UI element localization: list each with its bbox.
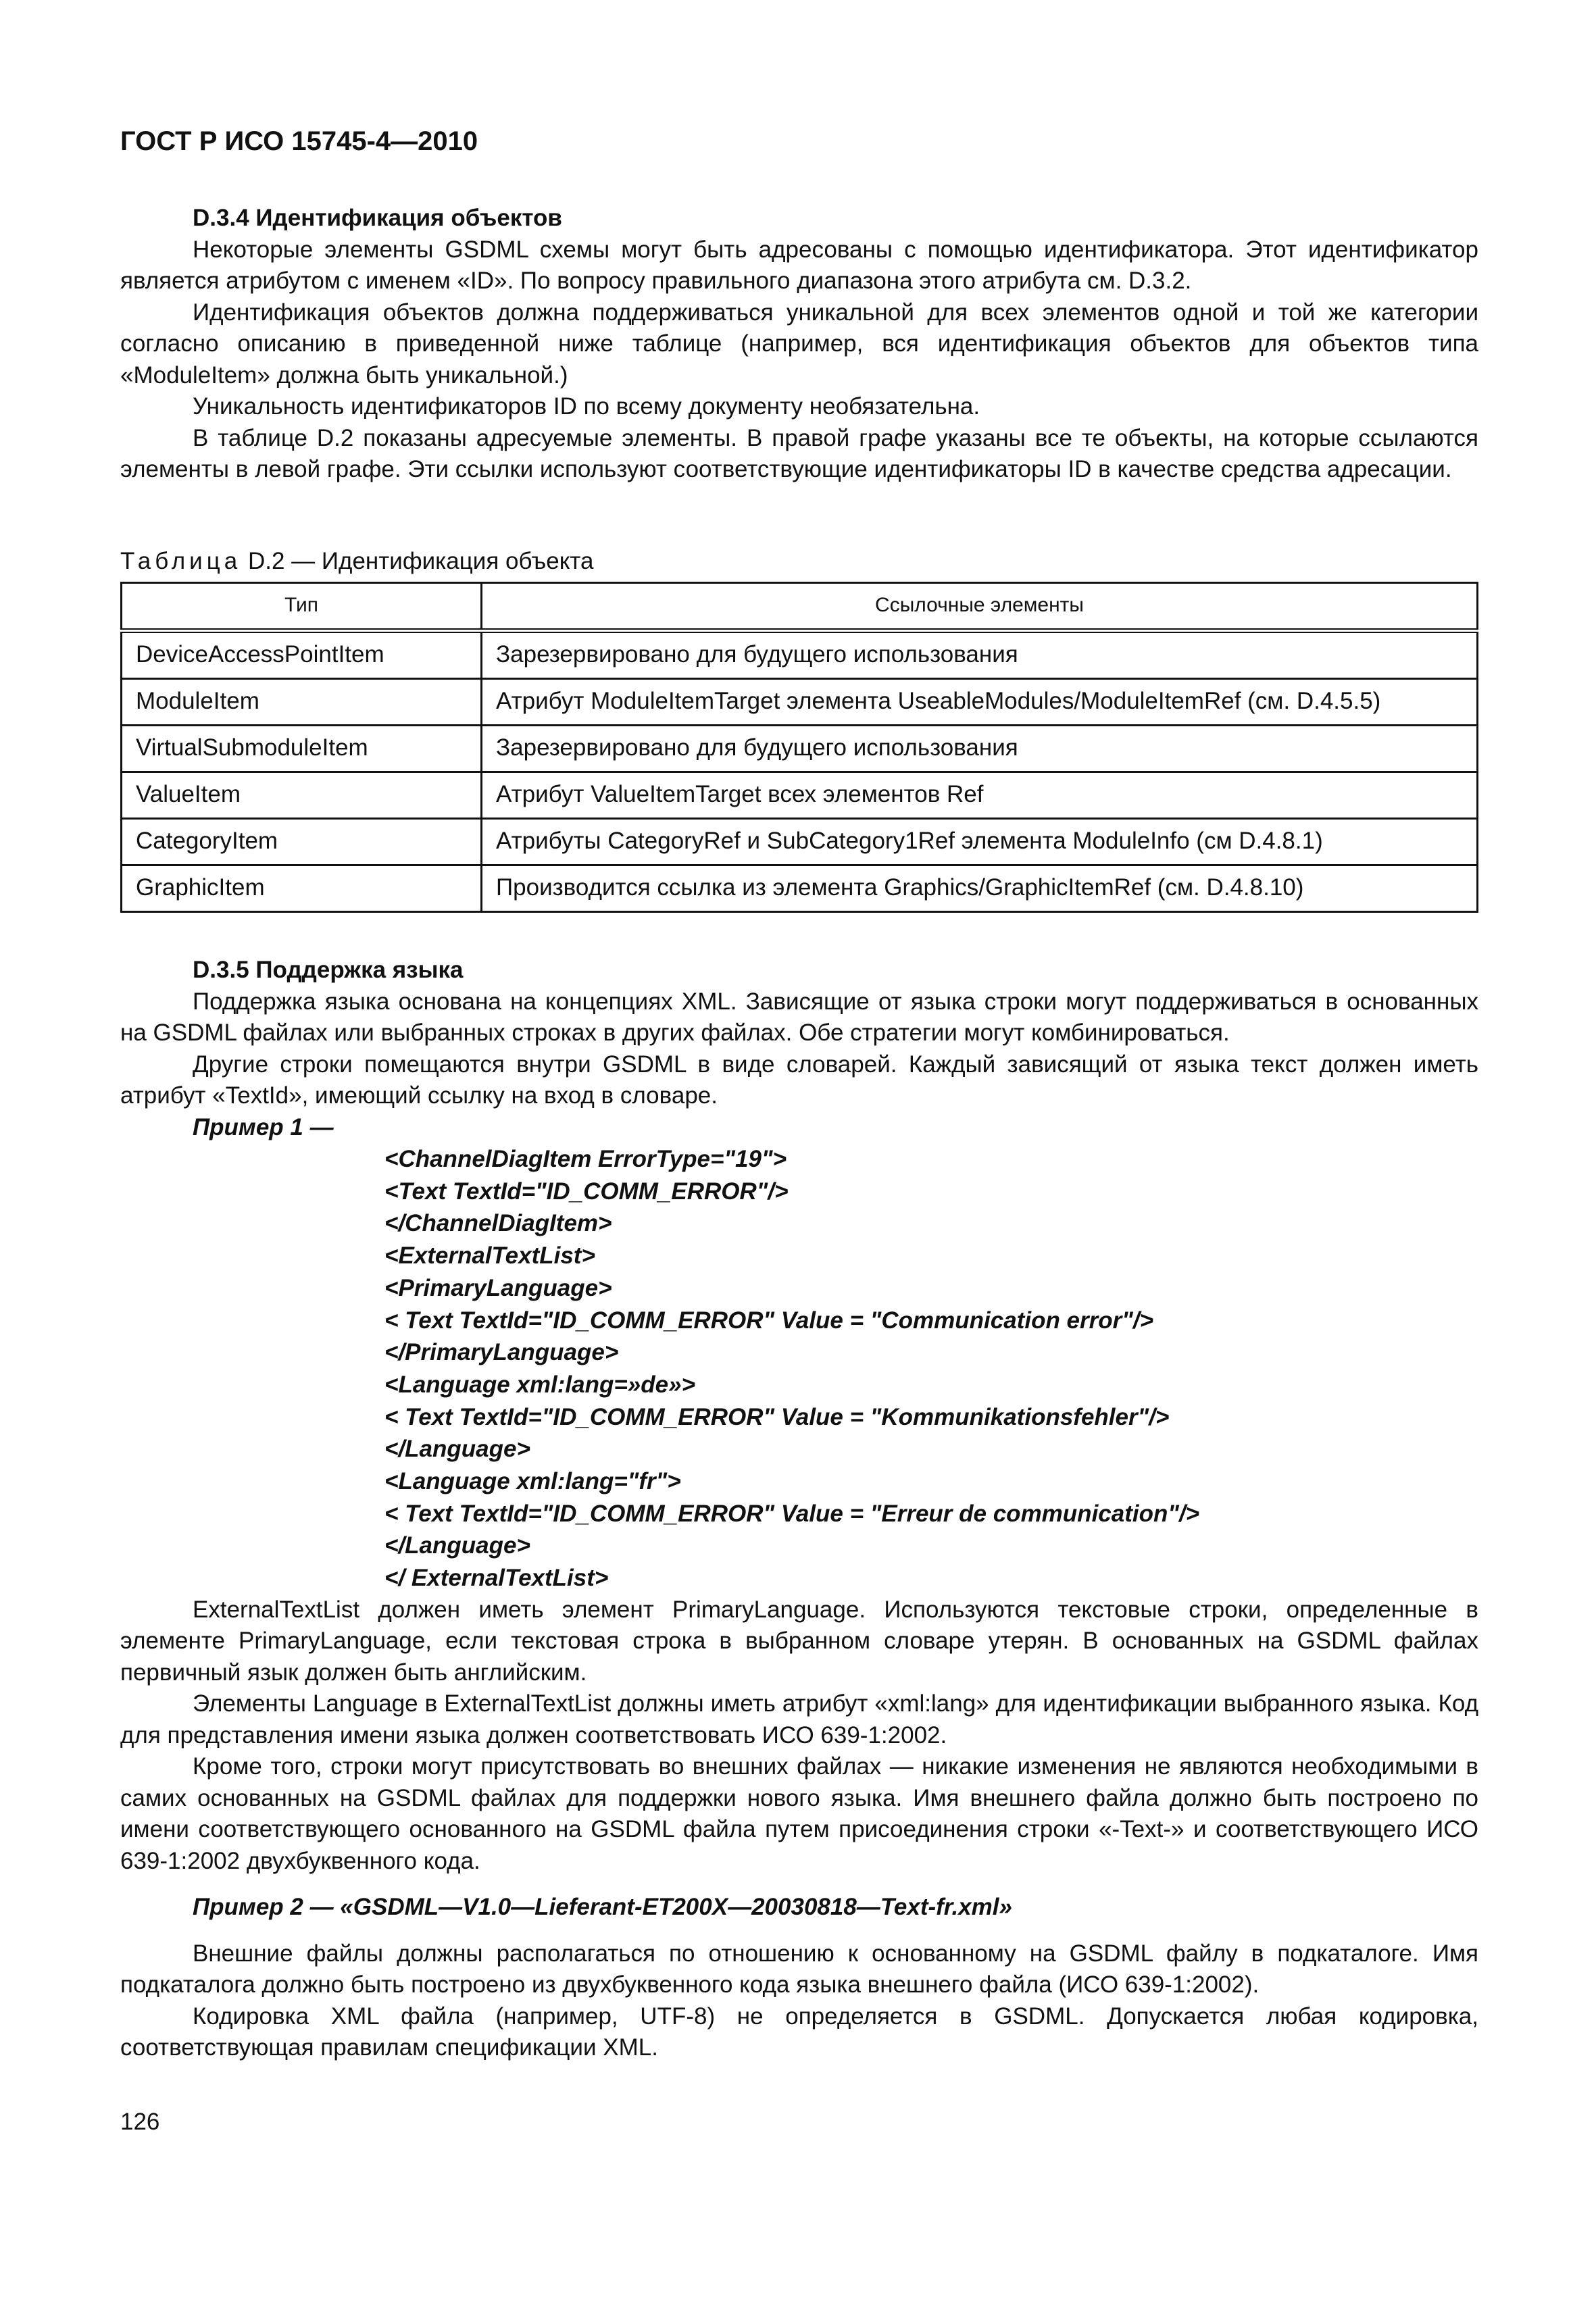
code-line: <ChannelDiagItem ErrorType="19"> (384, 1146, 787, 1172)
type-cell: ValueItem (122, 772, 482, 818)
paragraph: ExternalTextList должен иметь элемент PrimaryLanguage. Используются текстовые строки, определенные в элементе PrimaryLanguage, если текстовая строка в выбранном словаре утерян. В основанных на GSDML файлах первичный язык должен быть английским. (120, 1596, 1478, 1686)
column-header: Ссылочные элементы (482, 582, 1478, 630)
referenced-elements-cell: Зарезервировано для будущего использования (482, 725, 1478, 772)
paragraph: Идентификация объектов должна поддерживаться уникальной для всех элементов одной и той же категории согласно описанию в приведенной ниже таблице (например, вся идентификация объектов для объектов типа «ModuleItem» должна быть уникальной.) (120, 299, 1478, 388)
table-header-row (122, 582, 1478, 630)
object-id-table (120, 582, 1478, 913)
section-title: D.3.4 Идентификация объектов (193, 205, 562, 231)
table-row (122, 818, 1478, 865)
document-header: ГОСТ Р ИСО 15745-4—2010 (120, 126, 478, 156)
table-row (122, 678, 1478, 725)
paragraph: Кроме того, строки могут присутствовать во внешних файлах — никакие изменения не являются необходимыми в самих основанных на GSDML файлах для поддержки нового языка. Имя внешнего файла должно быть построено по имени соответствующего основанного на GSDML файла путем присоединения строки «-Text-» и соответствующего ИСО 639-1:2002 двухбуквенного кода. (120, 1753, 1478, 1874)
paragraph: В таблице D.2 показаны адресуемые элементы. В правой графе указаны все те объекты, на которые ссылаются элементы в левой графе. Эти ссылки используют соответствующие идентификаторы ID в качестве средства адресации. (120, 424, 1478, 482)
table-row (122, 865, 1478, 911)
page-number: 126 (120, 2109, 160, 2135)
code-line: </ ExternalTextList> (384, 1565, 609, 1592)
type-cell: CategoryItem (122, 818, 482, 865)
example-2: Пример 2 — «GSDML—V1.0—Lieferant-ET200X—20030818—Text-fr.xml» (193, 1894, 1012, 1921)
code-line: < Text TextId="ID_COMM_ERROR" Value = "Communication error"/> (384, 1307, 1154, 1334)
type-cell: GraphicItem (122, 865, 482, 911)
referenced-elements-cell: Атрибут ValueItemTarget всех элементов Ref (482, 772, 1478, 818)
code-line: <Text TextId="ID_COMM_ERROR"/> (384, 1178, 789, 1205)
type-cell: DeviceAccessPointItem (122, 630, 482, 678)
table-row (122, 725, 1478, 772)
referenced-elements-cell: Атрибут ModuleItemTarget элемента UseableModules/ModuleItemRef (см. D.4.5.5) (482, 678, 1478, 725)
code-line: <PrimaryLanguage> (384, 1274, 612, 1301)
code-line: <Language xml:lang="fr"> (384, 1468, 681, 1495)
referenced-elements-cell: Атрибуты CategoryRef и SubCategory1Ref элемента ModuleInfo (см D.4.8.1) (482, 818, 1478, 865)
code-line: <Language xml:lang=»de»> (384, 1371, 696, 1398)
code-line: </ChannelDiagItem> (384, 1210, 612, 1237)
code-example (120, 1143, 1478, 1594)
paragraph: Кодировка XML файла (например, UTF-8) не определяется в GSDML. Допускается любая кодировка, соответствующая правилам спецификации XML. (120, 2003, 1478, 2061)
paragraph: Поддержка языка основана на концепциях XML. Зависящие от языка строки могут поддерживаться в основанных на GSDML файлах или выбранных строках в других файлах. Обе стратегии могут комбинироваться. (120, 988, 1478, 1046)
table-row (122, 772, 1478, 818)
code-line: < Text TextId="ID_COMM_ERROR" Value = "Erreur de communication"/> (384, 1500, 1200, 1527)
table-row (122, 630, 1478, 678)
type-cell: ModuleItem (122, 678, 482, 725)
paragraph: Элементы Language в ExternalTextList должны иметь атрибут «xml:lang» для идентификации выбранного языка. Код для представления имени языка должен соответствовать ИСО 639-1:2002. (120, 1690, 1478, 1749)
section-d-3-4 (120, 203, 1478, 486)
example-label: Пример 1 — (193, 1113, 334, 1140)
paragraph: Уникальность идентификаторов ID по всему документу необязательна. (193, 393, 980, 420)
paragraph: Другие строки помещаются внутри GSDML в виде словарей. Каждый зависящий от языка текст должен иметь атрибут «TextId», имеющий ссылку на вход в словаре. (120, 1051, 1478, 1109)
type-cell: VirtualSubmoduleItem (122, 725, 482, 772)
table-d-2 (120, 546, 1478, 913)
code-line: </Language> (384, 1436, 530, 1463)
code-line: </Language> (384, 1532, 530, 1559)
paragraph: Некоторые элементы GSDML схемы могут быть адресованы с помощью идентификатора. Этот идентификатор является атрибутом с именем «ID». По вопросу правильного диапазона этого атрибута см. D.3.2. (120, 236, 1478, 294)
table-caption: Таблица D.2 — Идентификация объекта (120, 548, 594, 574)
section-title: D.3.5 Поддержка языка (193, 957, 464, 983)
referenced-elements-cell: Производится ссылка из элемента Graphics/GraphicItemRef (см. D.4.8.10) (482, 865, 1478, 911)
paragraph: Внешние файлы должны располагаться по отношению к основанному на GSDML файлу в подкаталоге. Имя подкаталога должно быть построено из двухбуквенного кода языка внешнего файла (ИСО 639-1:2002). (120, 1940, 1478, 1998)
code-line: < Text TextId="ID_COMM_ERROR" Value = "Kommunikationsfehler"/> (384, 1403, 1170, 1430)
code-line: <ExternalTextList> (384, 1242, 595, 1269)
column-header: Тип (122, 582, 482, 630)
code-line: </PrimaryLanguage> (384, 1339, 619, 1366)
section-d-3-5 (120, 955, 1478, 2064)
referenced-elements-cell: Зарезервировано для будущего использования (482, 630, 1478, 678)
